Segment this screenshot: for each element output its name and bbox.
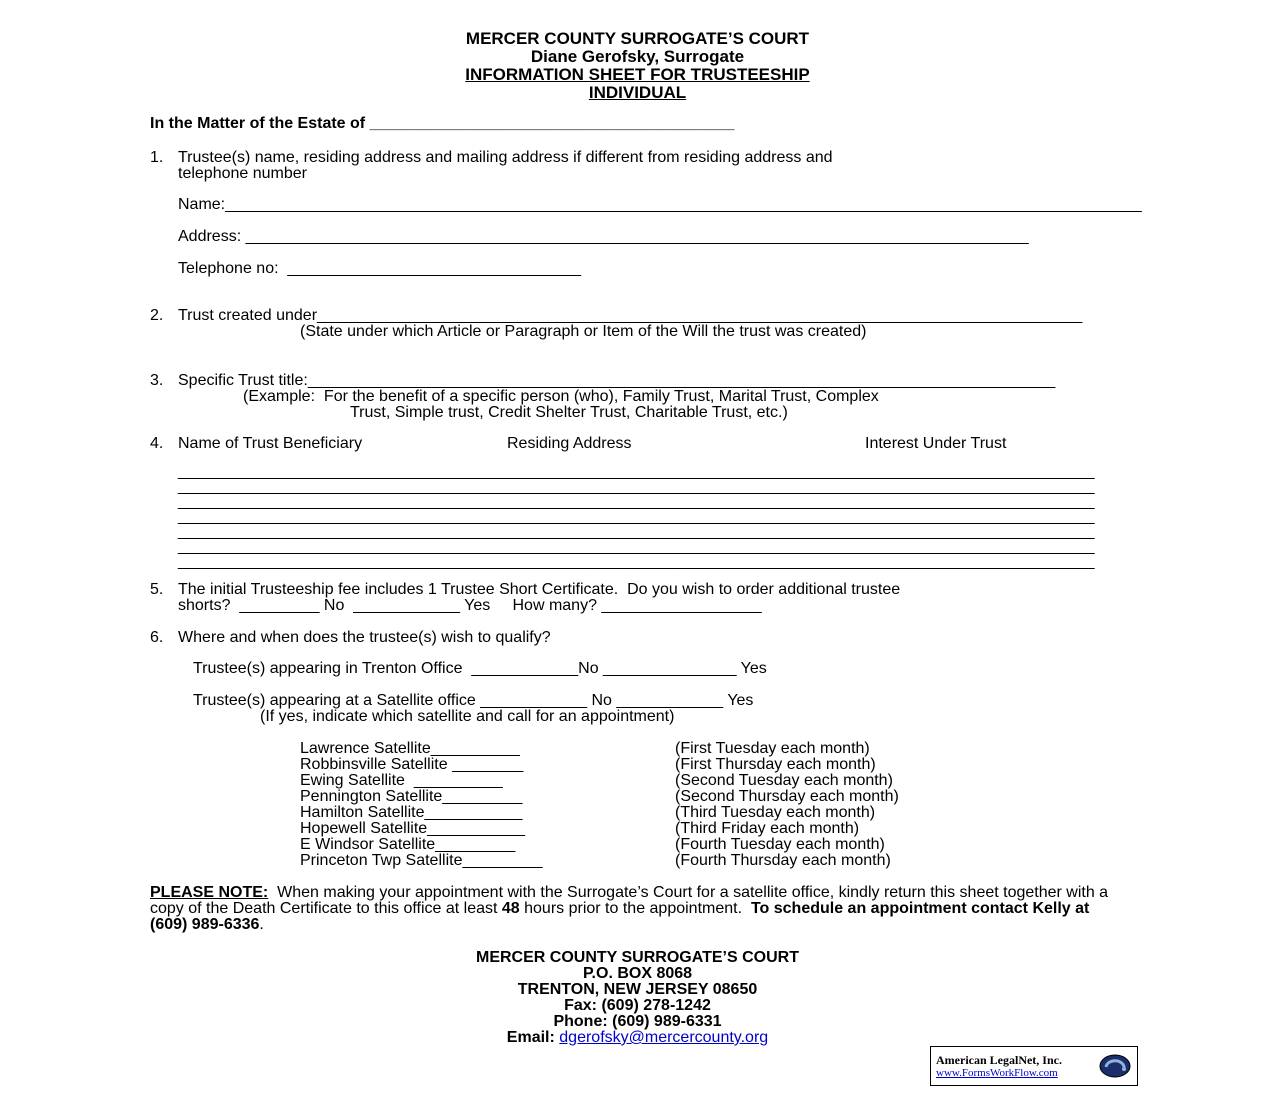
trust-created-note: (State under which Article or Paragraph or Item of the Will the trust was created) — [300, 323, 867, 340]
satellite-row — [300, 821, 1125, 837]
item-2-text — [178, 308, 1125, 340]
please-note-text-1: When making your appointment with the Surrogate’s Court for a satellite office, kindly return this sheet together with a copy of the Death Certificate to this office at least — [150, 884, 1113, 917]
beneficiary-blank-line: _______________________________________________________________________________________________________ — [178, 538, 1095, 555]
footer-phone: Phone: (609) 989-6331 — [553, 1013, 722, 1030]
satellite-schedule: (Third Friday each month) — [675, 820, 860, 837]
satellite-name: Hamilton Satellite___________ — [300, 804, 523, 821]
satellite-schedule: (Fourth Thursday each month) — [675, 852, 891, 869]
legalnet-logo-icon — [1098, 1053, 1132, 1079]
satellite-name: Princeton Twp Satellite_________ — [300, 852, 543, 869]
beneficiary-table-header — [178, 436, 1125, 452]
item-1-trustee-info — [150, 150, 1125, 182]
trust-title-line: Specific Trust title:____________________________________________________________________________________ — [178, 372, 1056, 389]
satellite-row — [300, 805, 1125, 821]
legalnet-text — [936, 1053, 1062, 1080]
satellite-name: Robbinsville Satellite ________ — [300, 756, 524, 773]
beneficiary-blank-line: _______________________________________________________________________________________________________ — [178, 508, 1095, 525]
satellite-office-line: Trustee(s) appearing at a Satellite office ____________ No ____________ Yes — [193, 692, 754, 709]
court-name-heading: MERCER COUNTY SURROGATE’S COURT — [465, 29, 810, 48]
satellite-name: Hopewell Satellite___________ — [300, 820, 526, 837]
column-residing-address: Residing Address — [507, 435, 632, 452]
trust-created-line: Trust created under______________________________________________________________________________________ — [178, 307, 1083, 324]
beneficiary-blank-line: _______________________________________________________________________________________________________ — [178, 553, 1095, 570]
form-title: INFORMATION SHEET FOR TRUSTEESHIP — [465, 65, 810, 84]
column-interest-under-trust: Interest Under Trust — [865, 435, 1007, 452]
trust-title-note-1: (Example: For the benefit of a specific person (who), Family Trust, Marital Trust, Complex — [243, 388, 879, 405]
satellite-name: Ewing Satellite __________ — [300, 772, 503, 789]
satellite-row — [300, 789, 1125, 805]
estate-matter-line: In the Matter of the Estate of _________________________________________ — [150, 115, 735, 132]
satellite-name: Lawrence Satellite__________ — [300, 740, 520, 757]
satellite-list — [300, 741, 1125, 869]
item-6-question: Where and when does the trustee(s) wish to qualify? — [178, 629, 551, 646]
email-label: Email: — [506, 1029, 555, 1046]
please-note-text-2: hours prior to the appointment. — [519, 900, 751, 917]
item-4-beneficiary-header — [150, 436, 1125, 452]
satellite-name: E Windsor Satellite_________ — [300, 836, 516, 853]
satellite-name: Pennington Satellite_________ — [300, 788, 523, 805]
beneficiary-blank-line: _______________________________________________________________________________________________________ — [178, 478, 1095, 495]
document-header — [150, 30, 1125, 102]
satellite-schedule: (Third Tuesday each month) — [675, 804, 876, 821]
beneficiary-table-lines — [178, 464, 1125, 569]
beneficiary-blank-line: _______________________________________________________________________________________________________ — [178, 523, 1095, 540]
satellite-row — [300, 757, 1125, 773]
email-link[interactable]: dgerofsky@mercercounty.org — [559, 1029, 769, 1046]
item-5-trusteeship-fee — [150, 582, 1125, 614]
item-4-number: 4. — [150, 435, 164, 452]
address-field-line: Address: ________________________________________________________________________________________ — [178, 228, 1029, 245]
footer-po-box: P.O. BOX 8068 — [582, 965, 693, 982]
satellite-note: (If yes, indicate which satellite and call for an appointment) — [260, 708, 675, 725]
surrogate-name: Diane Gerofsky, Surrogate — [530, 47, 745, 66]
item-1-text — [178, 150, 1125, 182]
trenton-office-line: Trustee(s) appearing in Trenton Office ____________No _______________ Yes — [193, 660, 767, 677]
satellite-schedule: (First Thursday each month) — [675, 756, 876, 773]
item-2-trust-created — [150, 308, 1125, 340]
satellite-schedule: (Second Tuesday each month) — [675, 772, 893, 789]
satellite-schedule: (Second Thursday each month) — [675, 788, 899, 805]
legalnet-badge — [930, 1046, 1138, 1086]
contact-footer — [150, 950, 1125, 1046]
satellite-schedule: (Fourth Tuesday each month) — [675, 836, 885, 853]
item-1-number: 1. — [150, 149, 164, 166]
item-3-text — [178, 373, 1125, 421]
satellite-row — [300, 741, 1125, 757]
beneficiary-blank-line: _______________________________________________________________________________________________________ — [178, 463, 1095, 480]
item-6-number: 6. — [150, 629, 164, 646]
please-note-hours: 48 — [501, 900, 520, 917]
footer-email-line — [150, 1030, 1125, 1046]
satellite-row — [300, 837, 1125, 853]
item-5-line-1: The initial Trusteeship fee includes 1 Trustee Short Certificate. Do you wish to order additional trustee — [178, 581, 901, 598]
item-1-line-2: telephone number — [178, 165, 307, 182]
formsworkflow-link[interactable]: www.FormsWorkFlow.com — [936, 1066, 1058, 1079]
please-note-contact: To schedule an appointment contact Kelly at (609) 989-6336 — [150, 900, 1094, 933]
satellite-row — [300, 773, 1125, 789]
item-2-number: 2. — [150, 307, 164, 324]
name-field-line: Name:_______________________________________________________________________________________________________ — [178, 196, 1142, 213]
footer-fax: Fax: (609) 278-1242 — [564, 997, 711, 1014]
please-note-period: . — [259, 916, 264, 933]
beneficiary-blank-line: _______________________________________________________________________________________________________ — [178, 493, 1095, 510]
trust-title-note-2: Trust, Simple trust, Credit Shelter Trust, Charitable Trust, etc.) — [350, 404, 788, 421]
form-subtitle: INDIVIDUAL — [588, 83, 687, 102]
item-6-qualify — [150, 630, 1125, 646]
item-1-line-1: Trustee(s) name, residing address and mailing address if different from residing address and — [178, 149, 833, 166]
item-3-trust-title — [150, 373, 1125, 421]
satellite-schedule: (First Tuesday each month) — [675, 740, 870, 757]
column-beneficiary-name: Name of Trust Beneficiary — [178, 435, 363, 452]
footer-city-state: TRENTON, NEW JERSEY 08650 — [517, 981, 758, 998]
footer-court-name: MERCER COUNTY SURROGATE’S COURT — [476, 949, 799, 966]
item-5-number: 5. — [150, 581, 164, 598]
item-3-number: 3. — [150, 372, 164, 389]
telephone-field-line: Telephone no: _________________________________ — [178, 260, 582, 277]
satellite-row — [300, 853, 1125, 869]
item-5-text — [178, 582, 1125, 614]
please-note-label: PLEASE NOTE: — [150, 884, 269, 901]
item-5-line-2: shorts? _________ No ____________ Yes How many? __________________ — [178, 597, 762, 614]
legalnet-company: American LegalNet, Inc. — [936, 1052, 1062, 1067]
please-note-paragraph — [150, 885, 1125, 933]
